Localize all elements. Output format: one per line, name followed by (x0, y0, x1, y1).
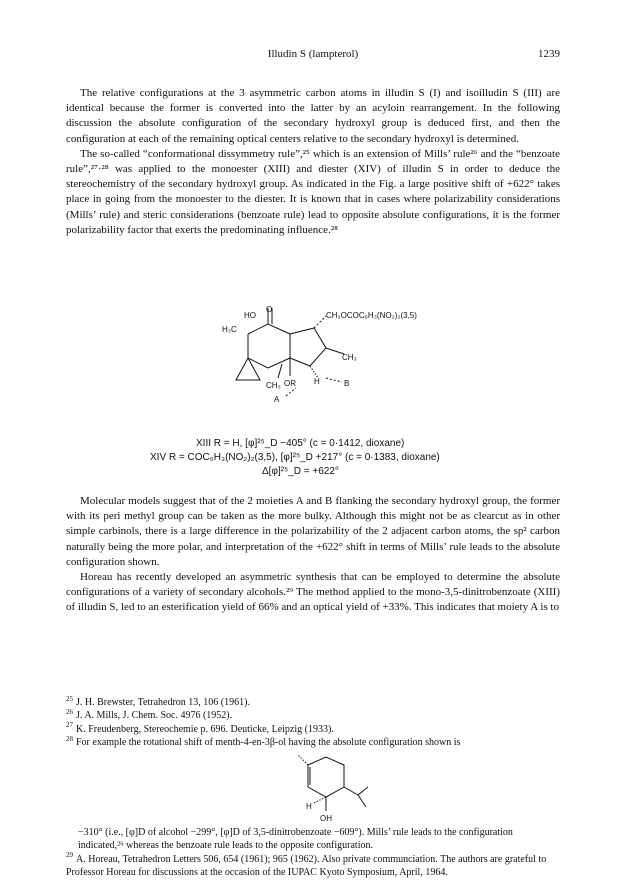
label-ch3-bottom: CH₃ (266, 381, 281, 390)
paragraph-2: The so-called “conformational dissymmetry rule”,²⁵ which is an extension of Mills’ rule²⁶ and the “benzoate rule”,²⁷·²⁸ was applied to the monoester (XIII) and diester (XIV) of illudin S in order to deduce the stereochemistry of the secondary hydroxyl group. As indicated in the Fig. a large positive shift of +622° takes place in going from the monoester to the diester. It is known that in cases where polarizability considerations (Mills’ rule) and steric considerations (benzoate rule) lead to opposite absolute configurations, it is the former polarizability factor that exerts the predominating influence.²⁸ (66, 147, 560, 236)
label-ch3-right: CH₃ (342, 353, 357, 362)
compound-xiv: XIV R = COC₆H₃(NO₂)₂(3,5), [φ]²⁵_D +217° (c = 0·1383, dioxane) (150, 452, 440, 463)
label-ho: HO (244, 311, 256, 320)
running-header (66, 48, 560, 64)
paragraph-4: Horeau has recently developed an asymmetric synthesis that can be employed to determine the absolute configurations of a variety of secondary alcohols.²⁹ The method applied to the mono-3,5-dinitrobenzoate (XIII) of illudin S, led to an esterification yield of 66% and an optical yield of +33%. This indicates that moiety A is to (66, 571, 560, 614)
footnote-28: $^{28}$ For example the rotational shift of menth-4-en-3β-ol having the absolute configuration shown is (66, 734, 461, 749)
page-number: 1239 (538, 48, 560, 60)
compound-xiii: XIII R = H, [φ]²⁵_D −405° (c = 0·1412, dioxane) (196, 438, 405, 449)
footnote-29: $^{29}$ A. Horeau, Tetrahedron Letters 506, 654 (1961); 965 (1962). Also private communciation. The authors are grateful to Professor Horeau for discussions at the occasion of the IUPAC Kyoto Symposium, April, 1964. (66, 851, 547, 879)
footnote-27: $^{27}$ K. Freudenberg, Stereochemie p. 696. Deuticke, Leipzig (1933). (66, 721, 334, 735)
label-o: O (266, 306, 273, 314)
footnote-26: $^{26}$ J. A. Mills, J. Chem. Soc. 4976 (1952). (66, 708, 233, 722)
label-a: A (274, 395, 280, 404)
label-h3c: H₃C (222, 325, 237, 334)
paragraph-1: The relative configurations at the 3 asymmetric carbon atoms in illudin S (I) and isoilludin S (III) are identical because the former is converted into the latter by an acyloin rearrangement. In the following discussion the absolute configuration of the secondary hydroxyl group is deduced first, and then the configuration at each of the remaining optical centers relative to the secondary hydroxyl is determined. (66, 87, 560, 145)
rotation-delta: Δ[φ]²⁵_D = +622° (262, 466, 339, 477)
label-ester: CH₂OCOC₆H₃(NO₂)₂(3,5) (326, 311, 417, 320)
label-or: OR (284, 379, 296, 388)
main-text-continued (66, 494, 560, 616)
footnotes-continued (66, 826, 560, 880)
label-h: H (314, 377, 320, 386)
footnote-25: $^{25}$ J. H. Brewster, Tetrahedron 13, 106 (1961). (66, 694, 250, 708)
footnote-28-continued: −310° (i.e., [φ]D of alcohol −299°, [φ]D of 3,5-dinitrobenzoate −609°). Mills’ rule leads to the configuration indicated,²⁶ whereas the benzoate rule leads to the opposite configuration. (78, 827, 513, 852)
label-oh: OH (320, 814, 332, 823)
paragraph-3: Molecular models suggest that of the 2 moieties A and B flanking the secondary hydroxyl group, the former with its peri methyl group can be taken as the more bulky. Although this might not be as clearcut as in other simple carbinols, there is a large difference in the polarizability of the 2 adjacent carbon atoms, the sp² carbon naturally being the more polar, and interpretation of the +622° shift in terms of Mills’ rule leads to the absolute configuration shown. (66, 495, 560, 568)
label-h2: H (306, 802, 312, 811)
running-title: Illudin S (lampterol) (267, 48, 359, 60)
menthenol-structure (268, 751, 378, 823)
footnotes (66, 696, 560, 750)
label-b: B (344, 379, 350, 388)
main-text (66, 86, 560, 238)
illudin-ester-structure (186, 306, 426, 416)
